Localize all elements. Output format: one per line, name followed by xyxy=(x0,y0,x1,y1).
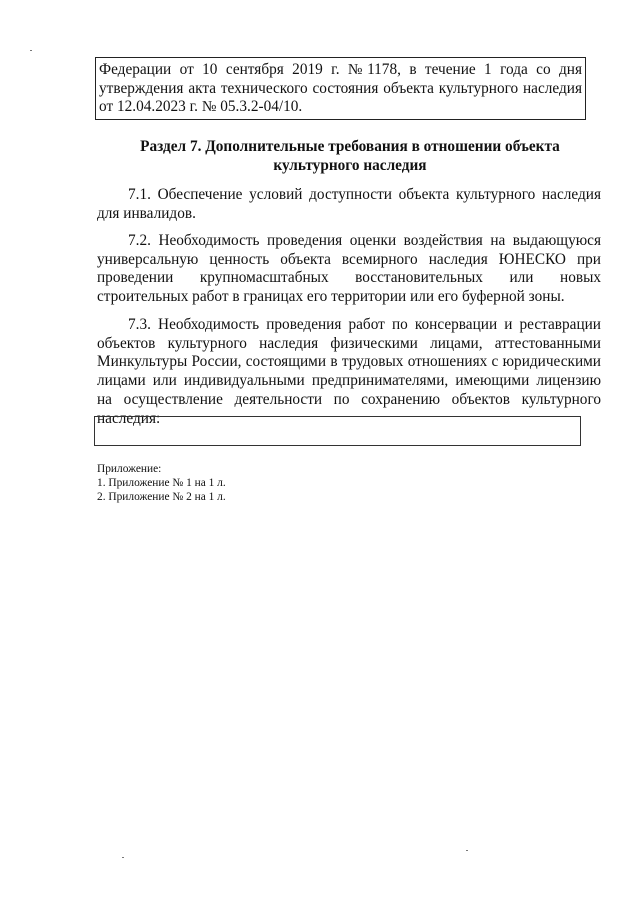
continuation-text-box xyxy=(95,57,586,120)
appendix-item: 2. Приложение № 2 на 1 л. xyxy=(97,491,226,503)
paragraph-7-3: 7.3. Необходимость проведения работ по консервации и реставрации объектов культурного наследия физическими лицами, аттестованными Минкультуры России, состоящими в трудовых отношениях с юридическими лицами или индивидуальными предпринимателями, имеющими лицензию на осуществление деятельности по сохранению объектов культурного наследия: xyxy=(97,316,601,427)
paragraph-7-1: 7.1. Обеспечение условий доступности объекта культурного наследия для инвалидов. xyxy=(97,186,601,222)
scan-speck xyxy=(30,50,32,51)
section-title-line-1: Раздел 7. Дополнительные требования в отношении объекта xyxy=(140,138,560,155)
appendix-heading: Приложение: xyxy=(97,463,162,475)
continuation-text: Федерации от 10 сентября 2019 г. №1178, в течение 1 года со дня утверждения акта технического состояния объекта культурного наследия от 12.04.2023 г. № 05.3.2-04/10. xyxy=(99,61,582,115)
scan-speck xyxy=(122,857,124,858)
scan-speck xyxy=(466,850,468,851)
appendix-item: 1. Приложение № 1 на 1 л. xyxy=(97,477,226,489)
section-title xyxy=(110,137,590,175)
appendix-list xyxy=(97,462,226,504)
paragraph-7-2: 7.2. Необходимость проведения оценки воздействия на выдающуюся универсальную ценность объекта всемирного наследия ЮНЕСКО при проведении крупномасштабных восстановительных или новых строительных работ в границах его территории или его буферной зоны. xyxy=(97,232,601,306)
empty-field-box xyxy=(94,416,581,446)
section-title-line-2: культурного наследия xyxy=(273,157,427,174)
